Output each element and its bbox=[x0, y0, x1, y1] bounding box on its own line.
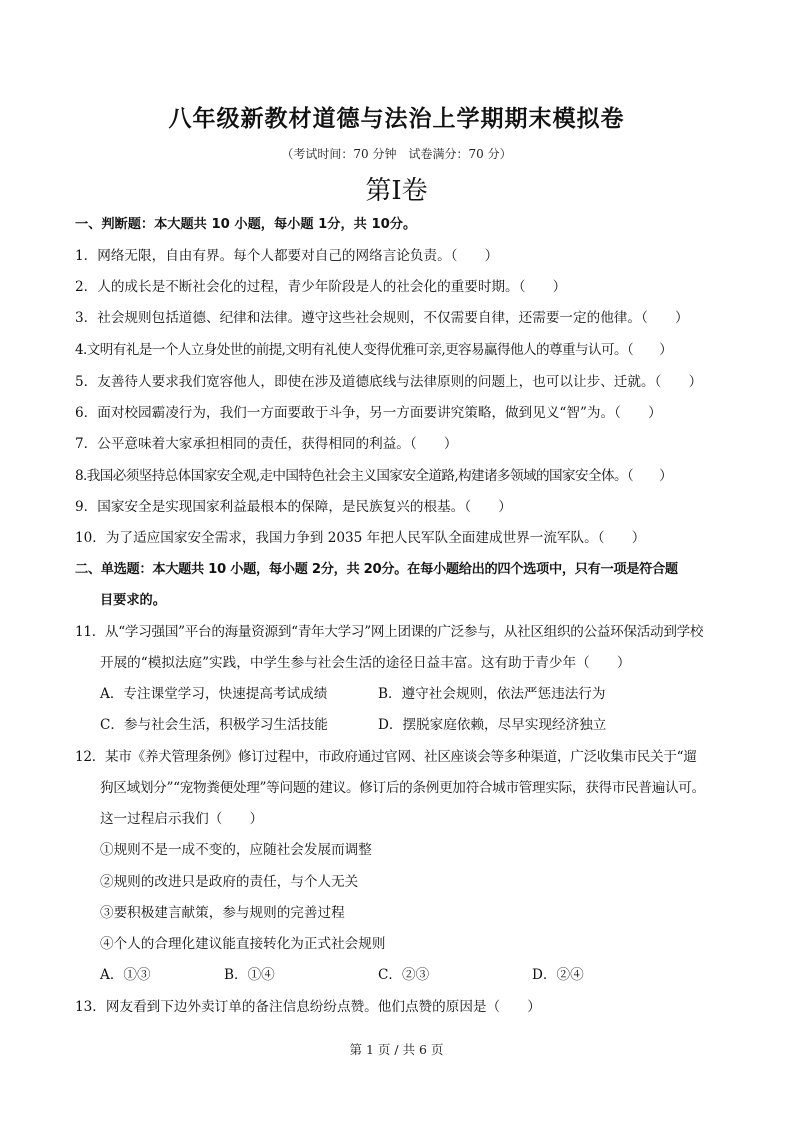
question-9: 9．国家安全是实现国家利益最根本的保障，是民族复兴的根基。（ ） bbox=[75, 499, 512, 515]
question-2: 2．人的成长是不断社会化的过程，青少年阶段是人的社会化的重要时期。（ ） bbox=[75, 279, 567, 295]
exam-title: 八年级新教材道德与法治上学期期末模拟卷 bbox=[168, 106, 625, 132]
question-1: 1．网络无限，自由有界。每个人都要对自己的网络言论负责。（ ） bbox=[75, 248, 499, 264]
question-11-line1: 11．从“学习强国”平台的海量资源到“青年大学习”网上团课的广泛参与，从社区组织的公益环保活动到学校 bbox=[75, 624, 704, 640]
q12-option-c: C．②③ bbox=[378, 967, 430, 983]
section1-heading: 一、判断题：本大题共 10 小题，每小题 1分，共 10分。 bbox=[75, 217, 417, 232]
q12-option-a: A．①③ bbox=[100, 967, 151, 983]
question-11-line2: 开展的“模拟法庭”实践，中学生参与社会生活的途径日益丰富。这有助于青少年（ ） bbox=[100, 655, 631, 671]
q12-option-b: B．①④ bbox=[224, 967, 275, 983]
question-3: 3．社会规则包括道德、纪律和法律。遵守这些社会规则，不仅需要自律，还需要一定的他律。（ ） bbox=[75, 310, 689, 326]
q12-option-d: D．②④ bbox=[532, 967, 584, 983]
q11-option-b: B．遵守社会规则，依法严惩违法行为 bbox=[378, 686, 606, 702]
question-8: 8.我国必须坚持总体国家安全观,走中国特色社会主义国家安全道路,构建诸多领域的国家安全体。（ ） bbox=[75, 468, 673, 484]
question-10: 10．为了适应国家安全需求，我国力争到 2035 年把人民军队全面建成世界一流军队。（ ） bbox=[75, 530, 646, 546]
volume-heading: 第I卷 bbox=[365, 176, 428, 206]
question-6: 6．面对校园霸凌行为，我们一方面要敢于斗争，另一方面要讲究策略，做到见义“智”为。（ ） bbox=[75, 405, 662, 421]
section2-heading-cont: 目要求的。 bbox=[100, 593, 166, 608]
question-7: 7．公平意味着大家承担相同的责任，获得相同的利益。（ ） bbox=[75, 436, 458, 452]
question-4: 4.文明有礼是一个人立身处世的前提,文明有礼使人变得优雅可亲,更容易赢得他人的尊重与认可。（ ） bbox=[75, 342, 673, 358]
q12-statement-2: ②规则的改进只是政府的责任，与个人无关 bbox=[100, 874, 359, 890]
page-footer: 第 1 页 / 共 6 页 bbox=[349, 1042, 444, 1057]
section2-heading: 二、单选题：本大题共 10 小题，每小题 2分，共 20分。在每小题给出的四个选项中，只有一项是符合题 bbox=[75, 562, 678, 577]
question-12-line1: 12．某市《养犬管理条例》修订过程中，市政府通过官网、社区座谈会等多种渠道，广泛收集市民关于“遛 bbox=[75, 749, 697, 765]
q12-statement-1: ①规则不是一成不变的，应随社会发展而调整 bbox=[100, 842, 372, 858]
question-12-line3: 这一过程启示我们（ ） bbox=[100, 811, 264, 827]
q12-statement-3: ③要积极建言献策，参与规则的完善过程 bbox=[100, 905, 345, 921]
q12-statement-4: ④个人的合理化建议能直接转化为正式社会规则 bbox=[100, 936, 386, 952]
q11-option-d: D．摆脱家庭依赖，尽早实现经济独立 bbox=[378, 717, 607, 733]
question-12-line2: 狗区域划分”“宠物粪便处理”等问题的建议。修订后的条例更加符合城市管理实际，获得市民普遍认可。 bbox=[100, 780, 705, 796]
q11-option-a: A．专注课堂学习，快速提高考试成绩 bbox=[100, 686, 328, 702]
exam-subtitle: （考试时间：70 分钟 试卷满分：70 分） bbox=[281, 147, 512, 161]
question-5: 5．友善待人要求我们宽容他人，即使在涉及道德底线与法律原则的问题上，也可以让步、迁就。（ ） bbox=[75, 374, 703, 390]
question-13-line1: 13．网友看到下边外卖订单的备注信息纷纷点赞。他们点赞的原因是（ ） bbox=[75, 999, 541, 1015]
q11-option-c: C．参与社会生活，积极学习生活技能 bbox=[100, 717, 328, 733]
